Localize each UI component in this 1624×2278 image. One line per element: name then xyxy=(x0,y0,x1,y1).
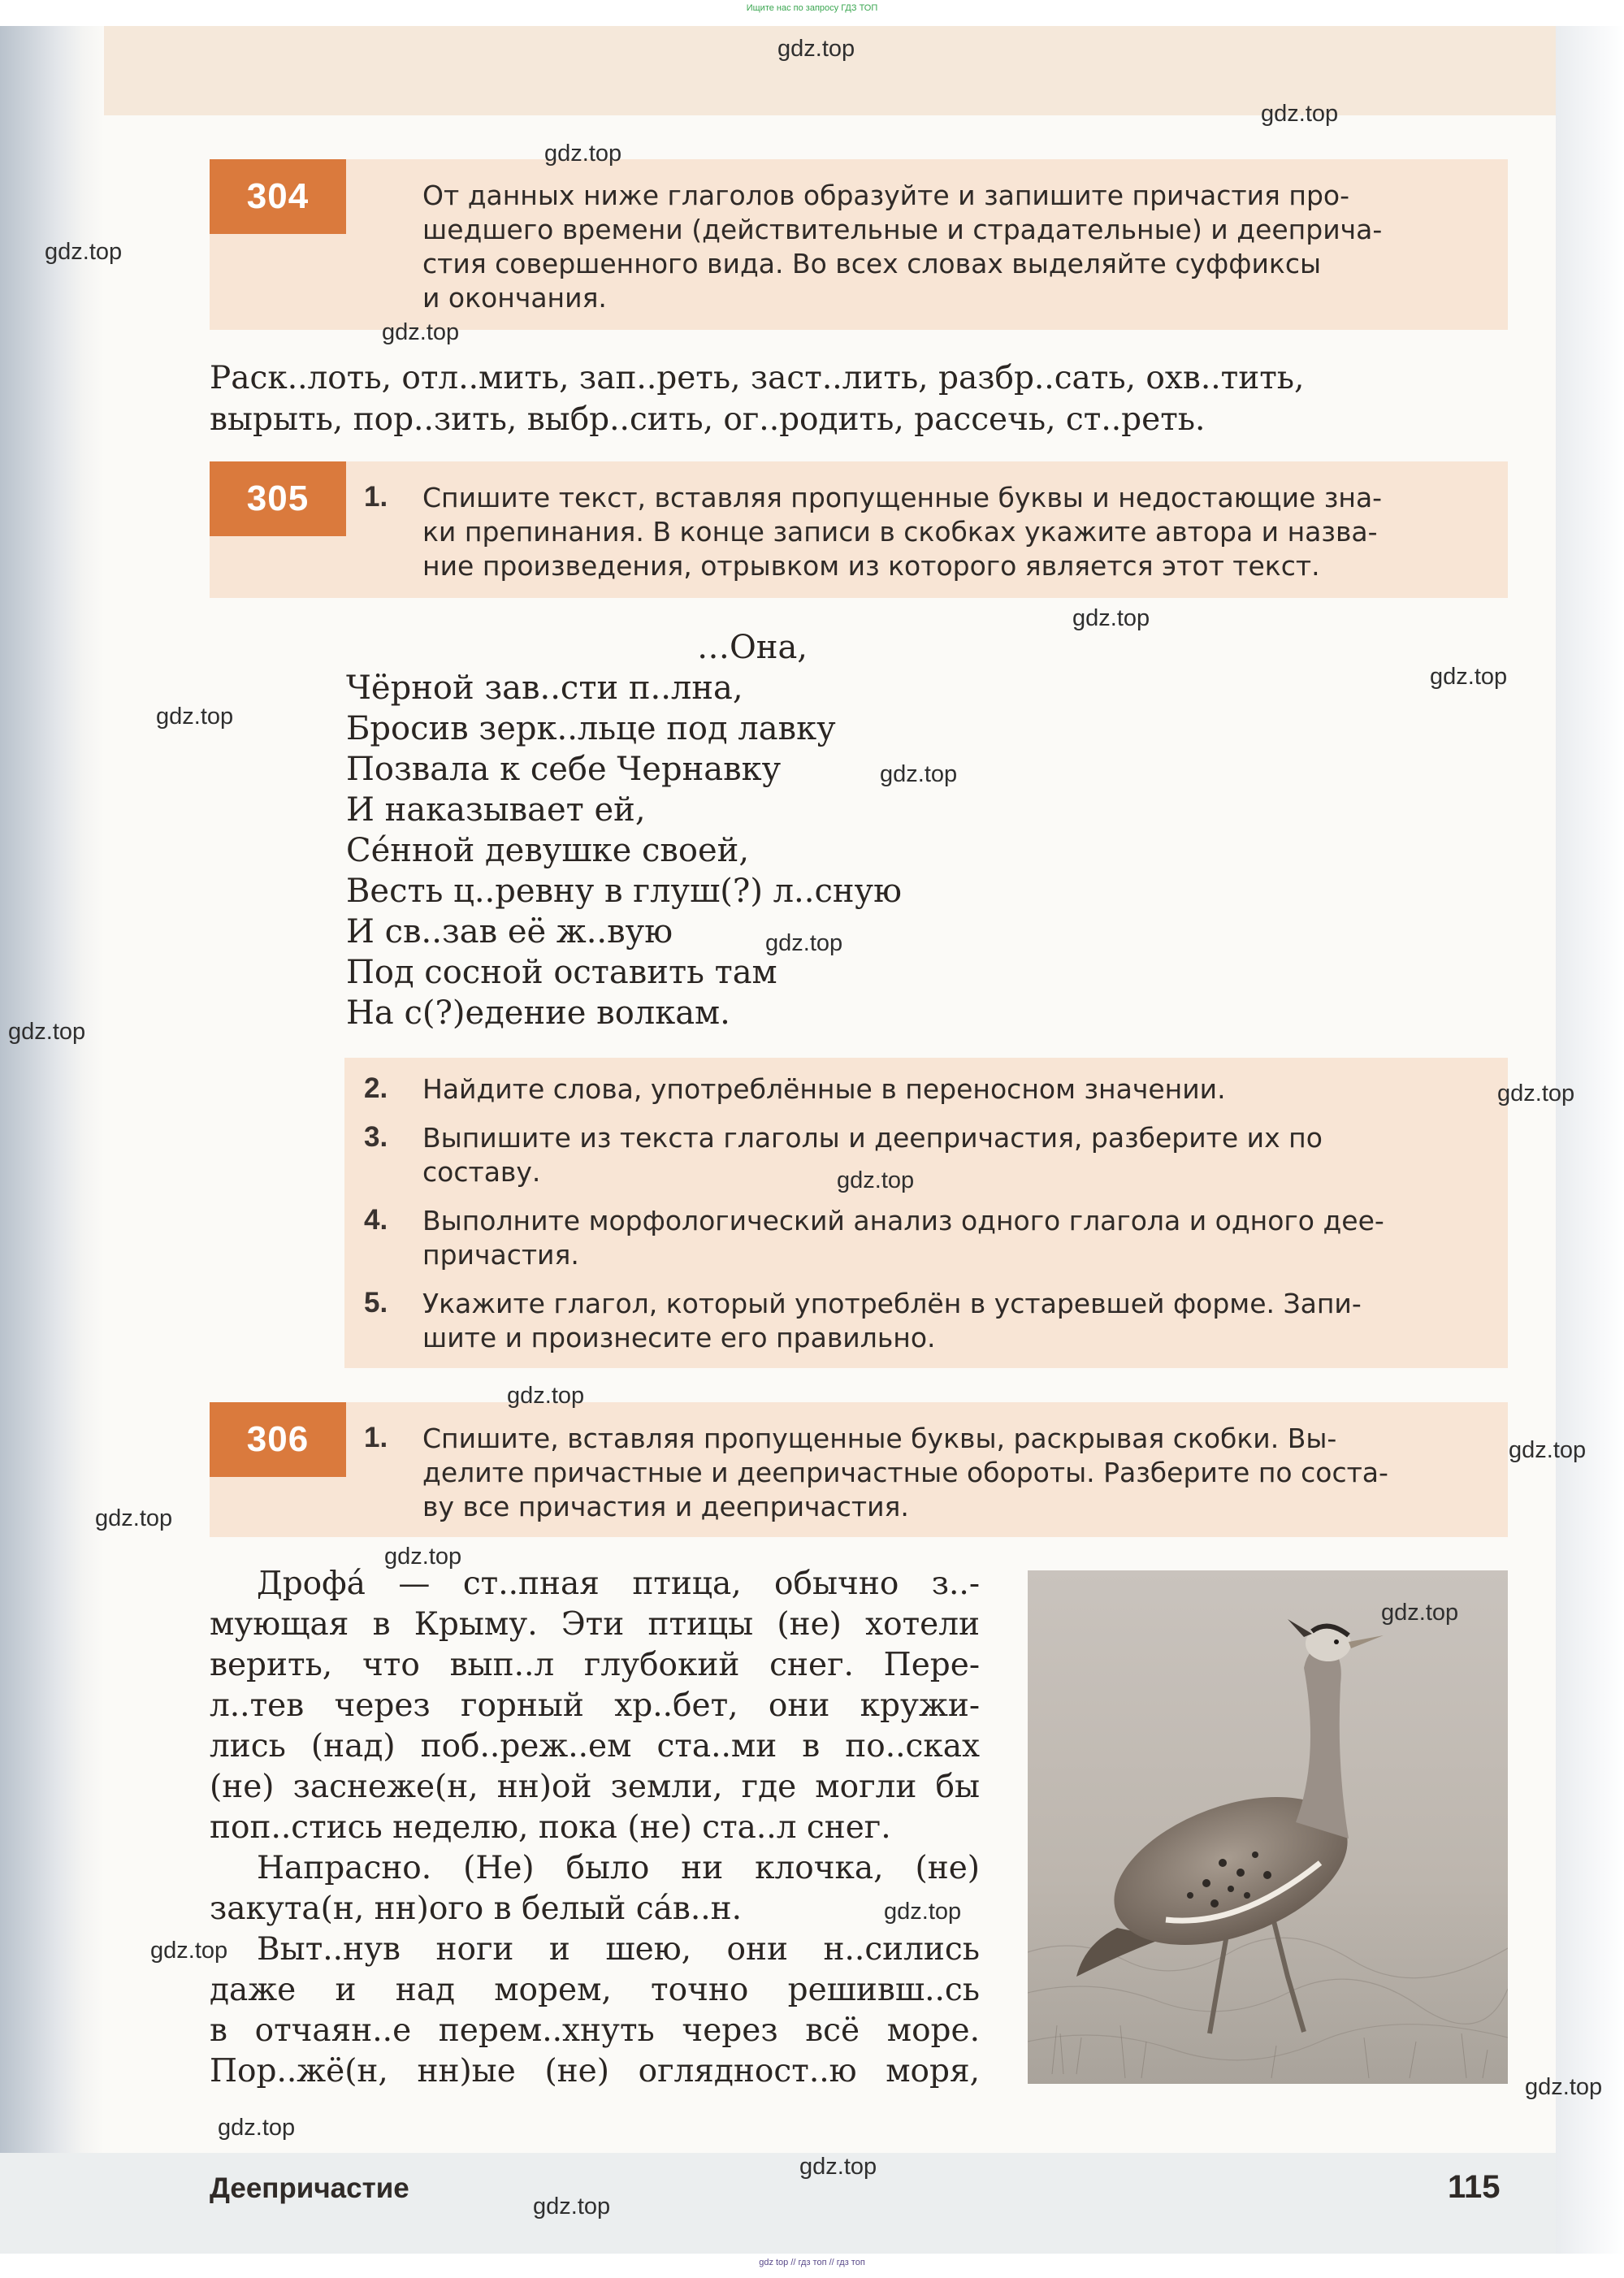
task-304-words-line: Раск..лоть, отл..мить, зап..реть, заст..лить, разбр..сать, охв..тить, xyxy=(210,360,1305,396)
poem-line: И наказывает ей, xyxy=(346,791,646,829)
task-306-sub1-line: ву все причастия и деепричастия. xyxy=(422,1491,909,1522)
poem-line: Чёрной зав..сти п..лна, xyxy=(346,669,743,707)
task-304-instruction xyxy=(422,179,1487,315)
watermark-text: gdz.top xyxy=(837,1167,915,1193)
footer-section-title: Деепричастие xyxy=(210,2172,409,2204)
watermark-text: gdz.top xyxy=(218,2115,296,2141)
task-306-sub1-number: 1. xyxy=(364,1422,388,1453)
watermark-text: gdz.top xyxy=(1430,664,1508,690)
story-line: (не) заснеже(н, нн)ой земли, где могли бы xyxy=(210,1769,980,1805)
task-304-instruction-line: шедшего времени (действительные и страдательные) и дееприча- xyxy=(422,214,1383,245)
watermark-text: gdz.top xyxy=(384,1544,462,1570)
task-305-sub5-line: шите и произнесите его правильно. xyxy=(422,1322,936,1353)
watermark-text: gdz.top xyxy=(884,1899,962,1925)
task-305-sub3-number: 3. xyxy=(364,1121,388,1153)
top-note: Ищите нас по запросу ГДЗ ТОП xyxy=(746,3,878,13)
watermark-text: gdz.top xyxy=(533,2194,611,2220)
page-right-edge xyxy=(1556,26,1624,2254)
task-305-sub1-number: 1. xyxy=(364,481,388,513)
watermark-text: gdz.top xyxy=(1509,1437,1587,1463)
watermark-text: gdz.top xyxy=(765,930,843,956)
task-305-sub4-text xyxy=(422,1204,1487,1272)
task-305-number: 305 xyxy=(210,461,346,536)
task-305-sub1-line: Спишите текст, вставляя пропущенные буквы и недостающие зна- xyxy=(422,482,1383,513)
bottom-note: gdz top // гдз топ // гдз топ xyxy=(759,2258,865,2267)
task-305-sub1-line: ки препинания. В конце записи в скобках укажите автора и назва- xyxy=(422,516,1378,548)
story-line: Дрофа́ — ст..пная птица, обычно з..- xyxy=(257,1566,980,1602)
story-line: даже и над морем, точно решивш..сь xyxy=(210,1972,980,2008)
task-305-sub5-text xyxy=(422,1287,1487,1355)
story-line: мующая в Крыму. Эти птицы (не) хотели xyxy=(210,1606,980,1643)
poem-line: Позвала к себе Чернавку xyxy=(346,751,782,788)
poem-line: На с(?)едение волкам. xyxy=(346,994,730,1032)
task-305-sub5-line: Укажите глагол, который употреблён в устаревшей форме. Запи- xyxy=(422,1288,1362,1319)
story-line: л..тев через горный хр..бет, они кружи- xyxy=(210,1687,980,1724)
task-304-instruction-line: и окончания. xyxy=(422,282,607,314)
watermark-text: gdz.top xyxy=(507,1383,585,1409)
book-spine-shadow xyxy=(0,26,104,2254)
watermark-text: gdz.top xyxy=(382,319,460,345)
watermark-text: gdz.top xyxy=(8,1019,86,1045)
poem-line: Бросив зерк..льце под лавку xyxy=(346,710,836,747)
watermark-text: gdz.top xyxy=(799,2154,877,2180)
task-304-words-line: вырыть, пор..зить, выбр..сить, ог..родить, рассечь, ст..реть. xyxy=(210,401,1206,438)
task-305-sub4-number: 4. xyxy=(364,1204,388,1236)
task-305-sub3-text xyxy=(422,1121,1487,1189)
watermark-text: gdz.top xyxy=(1261,101,1339,127)
task-306-sub1-text xyxy=(422,1422,1487,1524)
poem-line: Весть ц..ревну в глуш(?) л..сную xyxy=(346,873,902,910)
task-305-sub4-line: причастия. xyxy=(422,1239,579,1271)
watermark-text: gdz.top xyxy=(1381,1600,1459,1626)
task-305-sub1-line: ние произведения, отрывком из которого является этот текст. xyxy=(422,550,1320,582)
page-number: 115 xyxy=(1448,2169,1501,2205)
task-305-sub4-line: Выполните морфологический анализ одного глагола и одного дее- xyxy=(422,1205,1384,1236)
task-305-sub3-line: Выпишите из текста глаголы и деепричастия, разберите их по xyxy=(422,1122,1323,1154)
watermark-text: gdz.top xyxy=(1072,605,1150,631)
story-line: в отчаян..е перем..хнуть через всё море. xyxy=(210,2012,980,2049)
watermark-text: gdz.top xyxy=(150,1938,228,1964)
task-305-sub2-number: 2. xyxy=(364,1072,388,1104)
watermark-text: gdz.top xyxy=(777,36,855,62)
task-304-instruction-line: От данных ниже глаголов образуйте и запишите причастия про- xyxy=(422,180,1349,211)
task-306-sub1-line: делите причастные и деепричастные обороты. Разберите по соста- xyxy=(422,1457,1388,1488)
task-304-instruction-line: стия совершенного вида. Во всех словах выделяйте суффиксы xyxy=(422,248,1322,279)
task-306-number: 306 xyxy=(210,1402,346,1477)
watermark-text: gdz.top xyxy=(544,141,622,167)
task-306-sub1-line: Спишите, вставляя пропущенные буквы, раскрывая скобки. Вы- xyxy=(422,1423,1337,1454)
watermark-text: gdz.top xyxy=(1525,2074,1603,2100)
task-305-sub5-number: 5. xyxy=(364,1287,388,1319)
story-line: лись (над) поб..реж..ем ста..ми в по..сках xyxy=(210,1728,980,1765)
poem-line: Се́нной девушке своей, xyxy=(346,832,750,869)
task-305-sub1-text xyxy=(422,481,1487,583)
story-line: закута(н, нн)ого в белый са́в..н. xyxy=(210,1890,743,1927)
story-line: Пор..жё(н, нн)ые (не) оглядност..ю моря, xyxy=(210,2053,980,2090)
task-305-sub2-text: Найдите слова, употреблённые в переносном значении. xyxy=(422,1073,1226,1105)
story-line: Выт..нув ноги и шею, они н..сились xyxy=(257,1931,980,1968)
poem-line: И св..зав её ж..вую xyxy=(346,913,673,951)
watermark-text: gdz.top xyxy=(880,761,958,787)
watermark-text: gdz.top xyxy=(95,1505,173,1531)
watermark-text: gdz.top xyxy=(1497,1081,1575,1107)
poem-line: Под сосной оставить там xyxy=(346,954,777,991)
story-line: Напрасно. (Не) было ни клочка, (не) xyxy=(257,1850,980,1886)
task-305-sub3-line: составу. xyxy=(422,1156,541,1188)
task-304-number: 304 xyxy=(210,159,346,234)
story-line: верить, что вып..л глубокий снег. Пере- xyxy=(210,1647,980,1683)
bustard-bird-photo xyxy=(1028,1570,1508,2084)
story-line: поп..стись неделю, пока (не) ста..л снег. xyxy=(210,1809,891,1846)
poem-line: …Она, xyxy=(697,629,808,666)
watermark-text: gdz.top xyxy=(156,704,234,730)
watermark-text: gdz.top xyxy=(45,239,123,265)
